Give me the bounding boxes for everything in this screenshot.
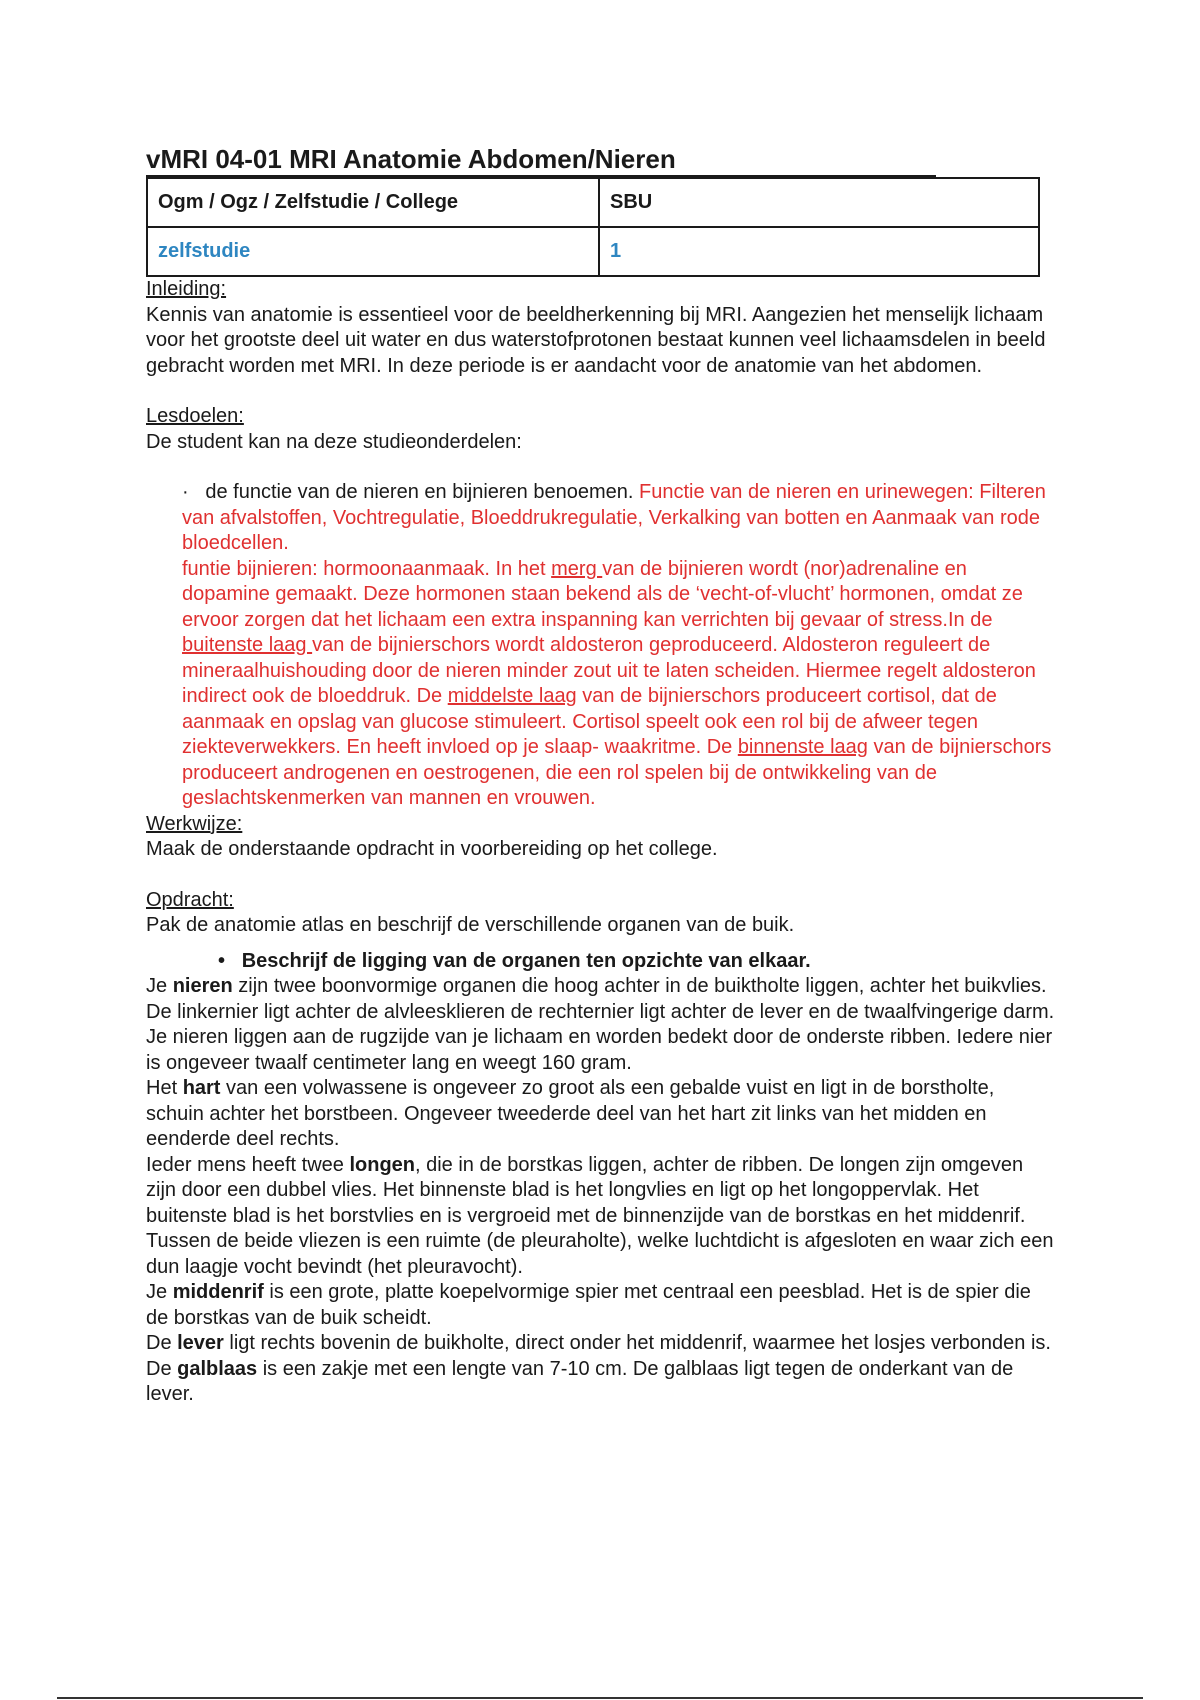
study-info-table — [146, 177, 1040, 277]
lesdoelen-intro: De student kan na deze studieonderdelen: — [146, 430, 522, 453]
bijnieren-function-answer: funtie bijnieren: hormoonaanmaak. In het merg van de bijnieren wordt (nor)adrenaline en dopamine gemaakt. Deze hormonen staan bekend als de ‘vecht-of-vlucht’ hormonen, omdat ze ervoor zorgen dat het lichaam een extra inspanning kan verrichten bij gevaar of stress.In de buitenste laag van de bijnierschors wordt aldosteron geproduceerd. Aldosteron reguleert de mineraalhuishouding door de nieren minder zout uit te laten scheiden. Hiermee regelt aldosteron indirect ook de bloeddruk. De middelste laag van de bijnierschors produceert cortisol, dat de aanmaak en opslag van glucose stimuleert. Cortisol speelt ook een rol bij de afweer tegen ziekteverwekkers. En heeft invloed op je slaap- waakritme. De binnenste laag van de bijnierschors produceert androgenen en oestrogenen, die een rol spelen bij de ontwikkeling van de geslachtskenmerken van mannen en vrouwen. — [182, 557, 1052, 809]
type-value-cell: zelfstudie — [147, 227, 599, 276]
bullet-marker: · — [182, 481, 189, 503]
middenrif-paragraph: Je middenrif is een grote, platte koepelvormige spier met centraal een peesblad. Het is de spier die de borstkas van de buik scheidt. — [146, 1281, 1031, 1329]
lever-paragraph: De lever ligt rechts bovenin de buikholte, direct onder het middenrif, waarmee het losjes verbonden is. — [146, 1332, 1051, 1354]
opdracht-bullet — [146, 949, 1056, 975]
inleiding-section — [146, 277, 1056, 379]
page-bottom-rule — [57, 1697, 1143, 1699]
bullet-text: de functie van de nieren en bijnieren benoemen. — [205, 481, 634, 503]
galblaas-paragraph: De galblaas is een zakje met een lengte van 7-10 cm. De galblaas ligt tegen de onderkant van de lever. — [146, 1357, 1014, 1405]
nieren-paragraph: Je nieren zijn twee boonvormige organen die hoog achter in de buiktholte liggen, achter het buikvlies. De linkernier ligt achter de alvleesklieren de rechternier ligt achter de lever en de twaalfvingerige darm. Je nieren liggen aan de rugzijde van je lichaam en worden bedekt door de onderste ribben. Iedere nier is ongeveer twaalf centimeter lang en weegt 160 gram. — [146, 975, 1055, 1074]
table-header-row — [147, 178, 1039, 227]
hart-paragraph: Het hart van een volwassene is ongeveer zo groot als een gebalde vuist en ligt in de borstholte, schuin achter het borstbeen. Ongeveer tweederde deel van het hart zit links van het midden en eenderde deel rechts. — [146, 1077, 995, 1150]
opdracht-heading: Opdracht: — [146, 888, 234, 911]
nieren-function-answer: Functie van de nieren en urinewegen: Filteren van afvalstoffen, Vochtregulatie, Bloeddrukregulatie, Verkalking van botten en Aanmaak van rode bloedcellen. — [182, 481, 1046, 554]
header-type-cell: Ogm / Ogz / Zelfstudie / College — [147, 178, 599, 227]
document-page — [146, 143, 1056, 1408]
longen-paragraph: Ieder mens heeft twee longen, die in de borstkas liggen, achter de ribben. De longen zijn omgeven zijn door een dubbel vlies. Het binnenste blad is het longvlies en ligt op het longoppervlak. Het buitenste blad is het borstvlies en is vergroeid met de binnenzijde van de borstkas en het middenrif. Tussen de beide vliezen is een ruimte (de pleuraholte), welke luchtdicht is afgesloten en waar zich een dun laagje vocht bevindt (het pleuravocht). — [146, 1153, 1054, 1278]
werkwijze-section — [146, 812, 1056, 863]
werkwijze-text: Maak de onderstaande opdracht in voorbereiding op het college. — [146, 838, 718, 860]
werkwijze-heading: Werkwijze: — [146, 812, 243, 835]
header-sbu-cell: SBU — [599, 178, 1039, 227]
inleiding-text: Kennis van anatomie is essentieel voor de beeldherkenning bij MRI. Aangezien het menselijk lichaam voor het grootste deel uit water en dus waterstofprotonen bestaat kunnen veel lichaamsdelen in beeld gebracht worden met MRI. In deze periode is er aandacht voor de anatomie van het abdomen. — [146, 303, 1046, 377]
bullet-marker: • — [218, 949, 226, 972]
bullet-text: Beschrijf de ligging van de organen ten opzichte van elkaar. — [241, 949, 811, 972]
lesdoelen-section — [146, 404, 1056, 812]
sbu-value-cell: 1 — [599, 227, 1039, 276]
table-data-row — [147, 227, 1039, 276]
lesdoelen-bullet — [146, 480, 1056, 812]
document-title: vMRI 04-01 MRI Anatomie Abdomen/Nieren — [146, 143, 936, 177]
opdracht-section — [146, 888, 1056, 975]
inleiding-heading: Inleiding: — [146, 278, 227, 300]
opdracht-text: Pak de anatomie atlas en beschrijf de verschillende organen van de buik. — [146, 914, 795, 936]
answers-section — [146, 974, 1056, 1408]
lesdoelen-heading: Lesdoelen: — [146, 405, 244, 427]
